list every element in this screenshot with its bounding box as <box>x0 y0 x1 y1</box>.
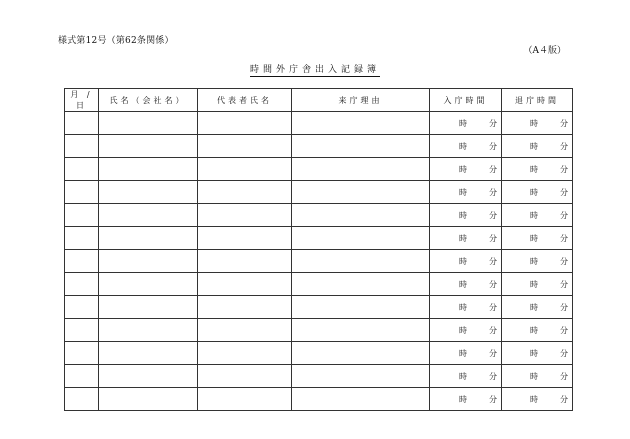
table-row <box>65 112 573 135</box>
entry-time-cell[interactable] <box>430 158 502 181</box>
hour-minute-group <box>530 371 568 382</box>
representative-cell[interactable] <box>198 181 292 204</box>
hour-unit-label: 時 <box>459 348 467 358</box>
entry-time-cell[interactable] <box>430 135 502 158</box>
hour-minute-group <box>530 302 568 313</box>
reason-cell[interactable] <box>292 112 430 135</box>
reason-cell[interactable] <box>292 135 430 158</box>
hour-unit-label: 時 <box>459 210 467 220</box>
hour-minute-group <box>459 325 497 336</box>
hour-unit-label: 時 <box>530 233 538 243</box>
exit-time-cell[interactable] <box>502 319 573 342</box>
reason-cell[interactable] <box>292 319 430 342</box>
date-cell[interactable] <box>65 135 99 158</box>
name-cell[interactable] <box>99 273 198 296</box>
hour-unit-label: 時 <box>530 394 538 404</box>
name-cell[interactable] <box>99 181 198 204</box>
name-cell[interactable] <box>99 112 198 135</box>
name-cell[interactable] <box>99 319 198 342</box>
exit-time-cell[interactable] <box>502 296 573 319</box>
representative-cell[interactable] <box>198 365 292 388</box>
name-cell[interactable] <box>99 388 198 411</box>
hour-unit-label: 時 <box>530 164 538 174</box>
representative-cell[interactable] <box>198 342 292 365</box>
hour-minute-group <box>530 233 568 244</box>
name-cell[interactable] <box>99 296 198 319</box>
hour-minute-group <box>459 394 497 405</box>
table-row <box>65 388 573 411</box>
column-header-representative: 代表者氏名 <box>198 89 292 112</box>
hour-minute-group <box>459 348 497 359</box>
hour-minute-group <box>459 233 497 244</box>
minute-unit-label: 分 <box>489 348 497 358</box>
hour-unit-label: 時 <box>530 371 538 381</box>
hour-minute-group <box>459 371 497 382</box>
minute-unit-label: 分 <box>489 164 497 174</box>
table-row <box>65 135 573 158</box>
hour-unit-label: 時 <box>459 233 467 243</box>
document-title: 時間外庁舎出入記録簿 <box>249 65 380 75</box>
date-cell[interactable] <box>65 365 99 388</box>
hour-minute-group <box>530 325 568 336</box>
hour-minute-group <box>530 141 568 152</box>
date-cell[interactable] <box>65 342 99 365</box>
name-cell[interactable] <box>99 365 198 388</box>
hour-unit-label: 時 <box>459 279 467 289</box>
hour-minute-group <box>530 256 568 267</box>
minute-unit-label: 分 <box>489 141 497 151</box>
document-title-wrap <box>0 62 630 75</box>
hour-minute-group <box>459 187 497 198</box>
date-cell[interactable] <box>65 296 99 319</box>
hour-unit-label: 時 <box>459 141 467 151</box>
entry-time-cell[interactable] <box>430 319 502 342</box>
reason-cell[interactable] <box>292 204 430 227</box>
minute-unit-label: 分 <box>560 233 568 243</box>
entry-time-cell[interactable] <box>430 204 502 227</box>
hour-minute-group <box>530 394 568 405</box>
hour-minute-group <box>459 164 497 175</box>
hour-unit-label: 時 <box>530 187 538 197</box>
exit-time-cell[interactable] <box>502 250 573 273</box>
hour-unit-label: 時 <box>459 394 467 404</box>
hour-minute-group <box>459 141 497 152</box>
hour-unit-label: 時 <box>459 325 467 335</box>
minute-unit-label: 分 <box>489 279 497 289</box>
exit-time-cell[interactable] <box>502 227 573 250</box>
minute-unit-label: 分 <box>489 233 497 243</box>
hour-unit-label: 時 <box>530 279 538 289</box>
table-row <box>65 204 573 227</box>
name-cell[interactable] <box>99 227 198 250</box>
representative-cell[interactable] <box>198 158 292 181</box>
hour-unit-label: 時 <box>530 118 538 128</box>
table-row <box>65 365 573 388</box>
minute-unit-label: 分 <box>489 325 497 335</box>
minute-unit-label: 分 <box>489 118 497 128</box>
exit-time-cell[interactable] <box>502 204 573 227</box>
date-cell[interactable] <box>65 112 99 135</box>
reason-cell[interactable] <box>292 296 430 319</box>
date-cell[interactable] <box>65 227 99 250</box>
column-header-reason: 来庁理由 <box>292 89 430 112</box>
column-header-name: 氏名（会社名） <box>99 89 198 112</box>
hour-unit-label: 時 <box>530 302 538 312</box>
hour-minute-group <box>459 118 497 129</box>
table-row <box>65 158 573 181</box>
column-header-date: 月 / 日 <box>65 89 99 112</box>
date-cell[interactable] <box>65 273 99 296</box>
minute-unit-label: 分 <box>560 394 568 404</box>
minute-unit-label: 分 <box>560 348 568 358</box>
table-row <box>65 181 573 204</box>
date-cell[interactable] <box>65 388 99 411</box>
minute-unit-label: 分 <box>560 187 568 197</box>
representative-cell[interactable] <box>198 388 292 411</box>
hour-unit-label: 時 <box>459 371 467 381</box>
minute-unit-label: 分 <box>560 371 568 381</box>
hour-minute-group <box>530 210 568 221</box>
reason-cell[interactable] <box>292 158 430 181</box>
minute-unit-label: 分 <box>489 371 497 381</box>
reason-cell[interactable] <box>292 181 430 204</box>
minute-unit-label: 分 <box>489 210 497 220</box>
minute-unit-label: 分 <box>560 118 568 128</box>
table-row <box>65 273 573 296</box>
hour-unit-label: 時 <box>459 302 467 312</box>
exit-time-cell[interactable] <box>502 273 573 296</box>
entry-time-cell[interactable] <box>430 227 502 250</box>
hour-unit-label: 時 <box>459 187 467 197</box>
exit-time-cell[interactable] <box>502 365 573 388</box>
form-number: 様式第12号（第62条関係） <box>58 36 174 46</box>
entry-time-cell[interactable] <box>430 250 502 273</box>
reason-cell[interactable] <box>292 273 430 296</box>
entry-time-cell[interactable] <box>430 342 502 365</box>
hour-minute-group <box>459 302 497 313</box>
hour-minute-group <box>459 256 497 267</box>
reason-cell[interactable] <box>292 342 430 365</box>
hour-unit-label: 時 <box>530 348 538 358</box>
representative-cell[interactable] <box>198 250 292 273</box>
date-cell[interactable] <box>65 319 99 342</box>
minute-unit-label: 分 <box>560 325 568 335</box>
entry-time-cell[interactable] <box>430 273 502 296</box>
table-row <box>65 296 573 319</box>
hour-minute-group <box>530 348 568 359</box>
exit-time-cell[interactable] <box>502 158 573 181</box>
representative-cell[interactable] <box>198 204 292 227</box>
hour-minute-group <box>459 279 497 290</box>
hour-minute-group <box>530 118 568 129</box>
representative-cell[interactable] <box>198 112 292 135</box>
column-header-exit-time: 退庁時間 <box>502 89 573 112</box>
reason-cell[interactable] <box>292 227 430 250</box>
minute-unit-label: 分 <box>560 164 568 174</box>
table-row <box>65 250 573 273</box>
name-cell[interactable] <box>99 250 198 273</box>
hour-minute-group <box>530 187 568 198</box>
exit-time-cell[interactable] <box>502 342 573 365</box>
hour-unit-label: 時 <box>459 256 467 266</box>
name-cell[interactable] <box>99 158 198 181</box>
minute-unit-label: 分 <box>560 302 568 312</box>
table-header-row <box>65 89 573 112</box>
hour-unit-label: 時 <box>530 325 538 335</box>
column-header-entry-time: 入庁時間 <box>430 89 502 112</box>
table-body <box>65 112 573 411</box>
name-cell[interactable] <box>99 135 198 158</box>
entry-time-cell[interactable] <box>430 181 502 204</box>
entry-time-cell[interactable] <box>430 296 502 319</box>
hour-unit-label: 時 <box>530 210 538 220</box>
exit-time-cell[interactable] <box>502 135 573 158</box>
reason-cell[interactable] <box>292 388 430 411</box>
minute-unit-label: 分 <box>489 302 497 312</box>
date-cell[interactable] <box>65 250 99 273</box>
representative-cell[interactable] <box>198 135 292 158</box>
minute-unit-label: 分 <box>560 141 568 151</box>
date-cell[interactable] <box>65 181 99 204</box>
hour-unit-label: 時 <box>459 164 467 174</box>
table-row <box>65 227 573 250</box>
date-cell[interactable] <box>65 204 99 227</box>
hour-minute-group <box>530 164 568 175</box>
table-row <box>65 342 573 365</box>
hour-unit-label: 時 <box>530 256 538 266</box>
minute-unit-label: 分 <box>489 394 497 404</box>
paper-size-note: （A４版） <box>523 46 566 56</box>
exit-time-cell[interactable] <box>502 112 573 135</box>
exit-time-cell[interactable] <box>502 181 573 204</box>
entry-time-cell[interactable] <box>430 112 502 135</box>
hour-minute-group <box>530 279 568 290</box>
hour-unit-label: 時 <box>530 141 538 151</box>
name-cell[interactable] <box>99 342 198 365</box>
hour-minute-group <box>459 210 497 221</box>
entry-time-cell[interactable] <box>430 365 502 388</box>
entry-time-cell[interactable] <box>430 388 502 411</box>
reason-cell[interactable] <box>292 250 430 273</box>
representative-cell[interactable] <box>198 319 292 342</box>
minute-unit-label: 分 <box>560 279 568 289</box>
minute-unit-label: 分 <box>560 256 568 266</box>
minute-unit-label: 分 <box>489 256 497 266</box>
table-row <box>65 319 573 342</box>
entry-log-table <box>64 88 573 411</box>
minute-unit-label: 分 <box>560 210 568 220</box>
exit-time-cell[interactable] <box>502 388 573 411</box>
minute-unit-label: 分 <box>489 187 497 197</box>
name-cell[interactable] <box>99 204 198 227</box>
representative-cell[interactable] <box>198 296 292 319</box>
hour-unit-label: 時 <box>459 118 467 128</box>
representative-cell[interactable] <box>198 227 292 250</box>
reason-cell[interactable] <box>292 365 430 388</box>
representative-cell[interactable] <box>198 273 292 296</box>
date-cell[interactable] <box>65 158 99 181</box>
